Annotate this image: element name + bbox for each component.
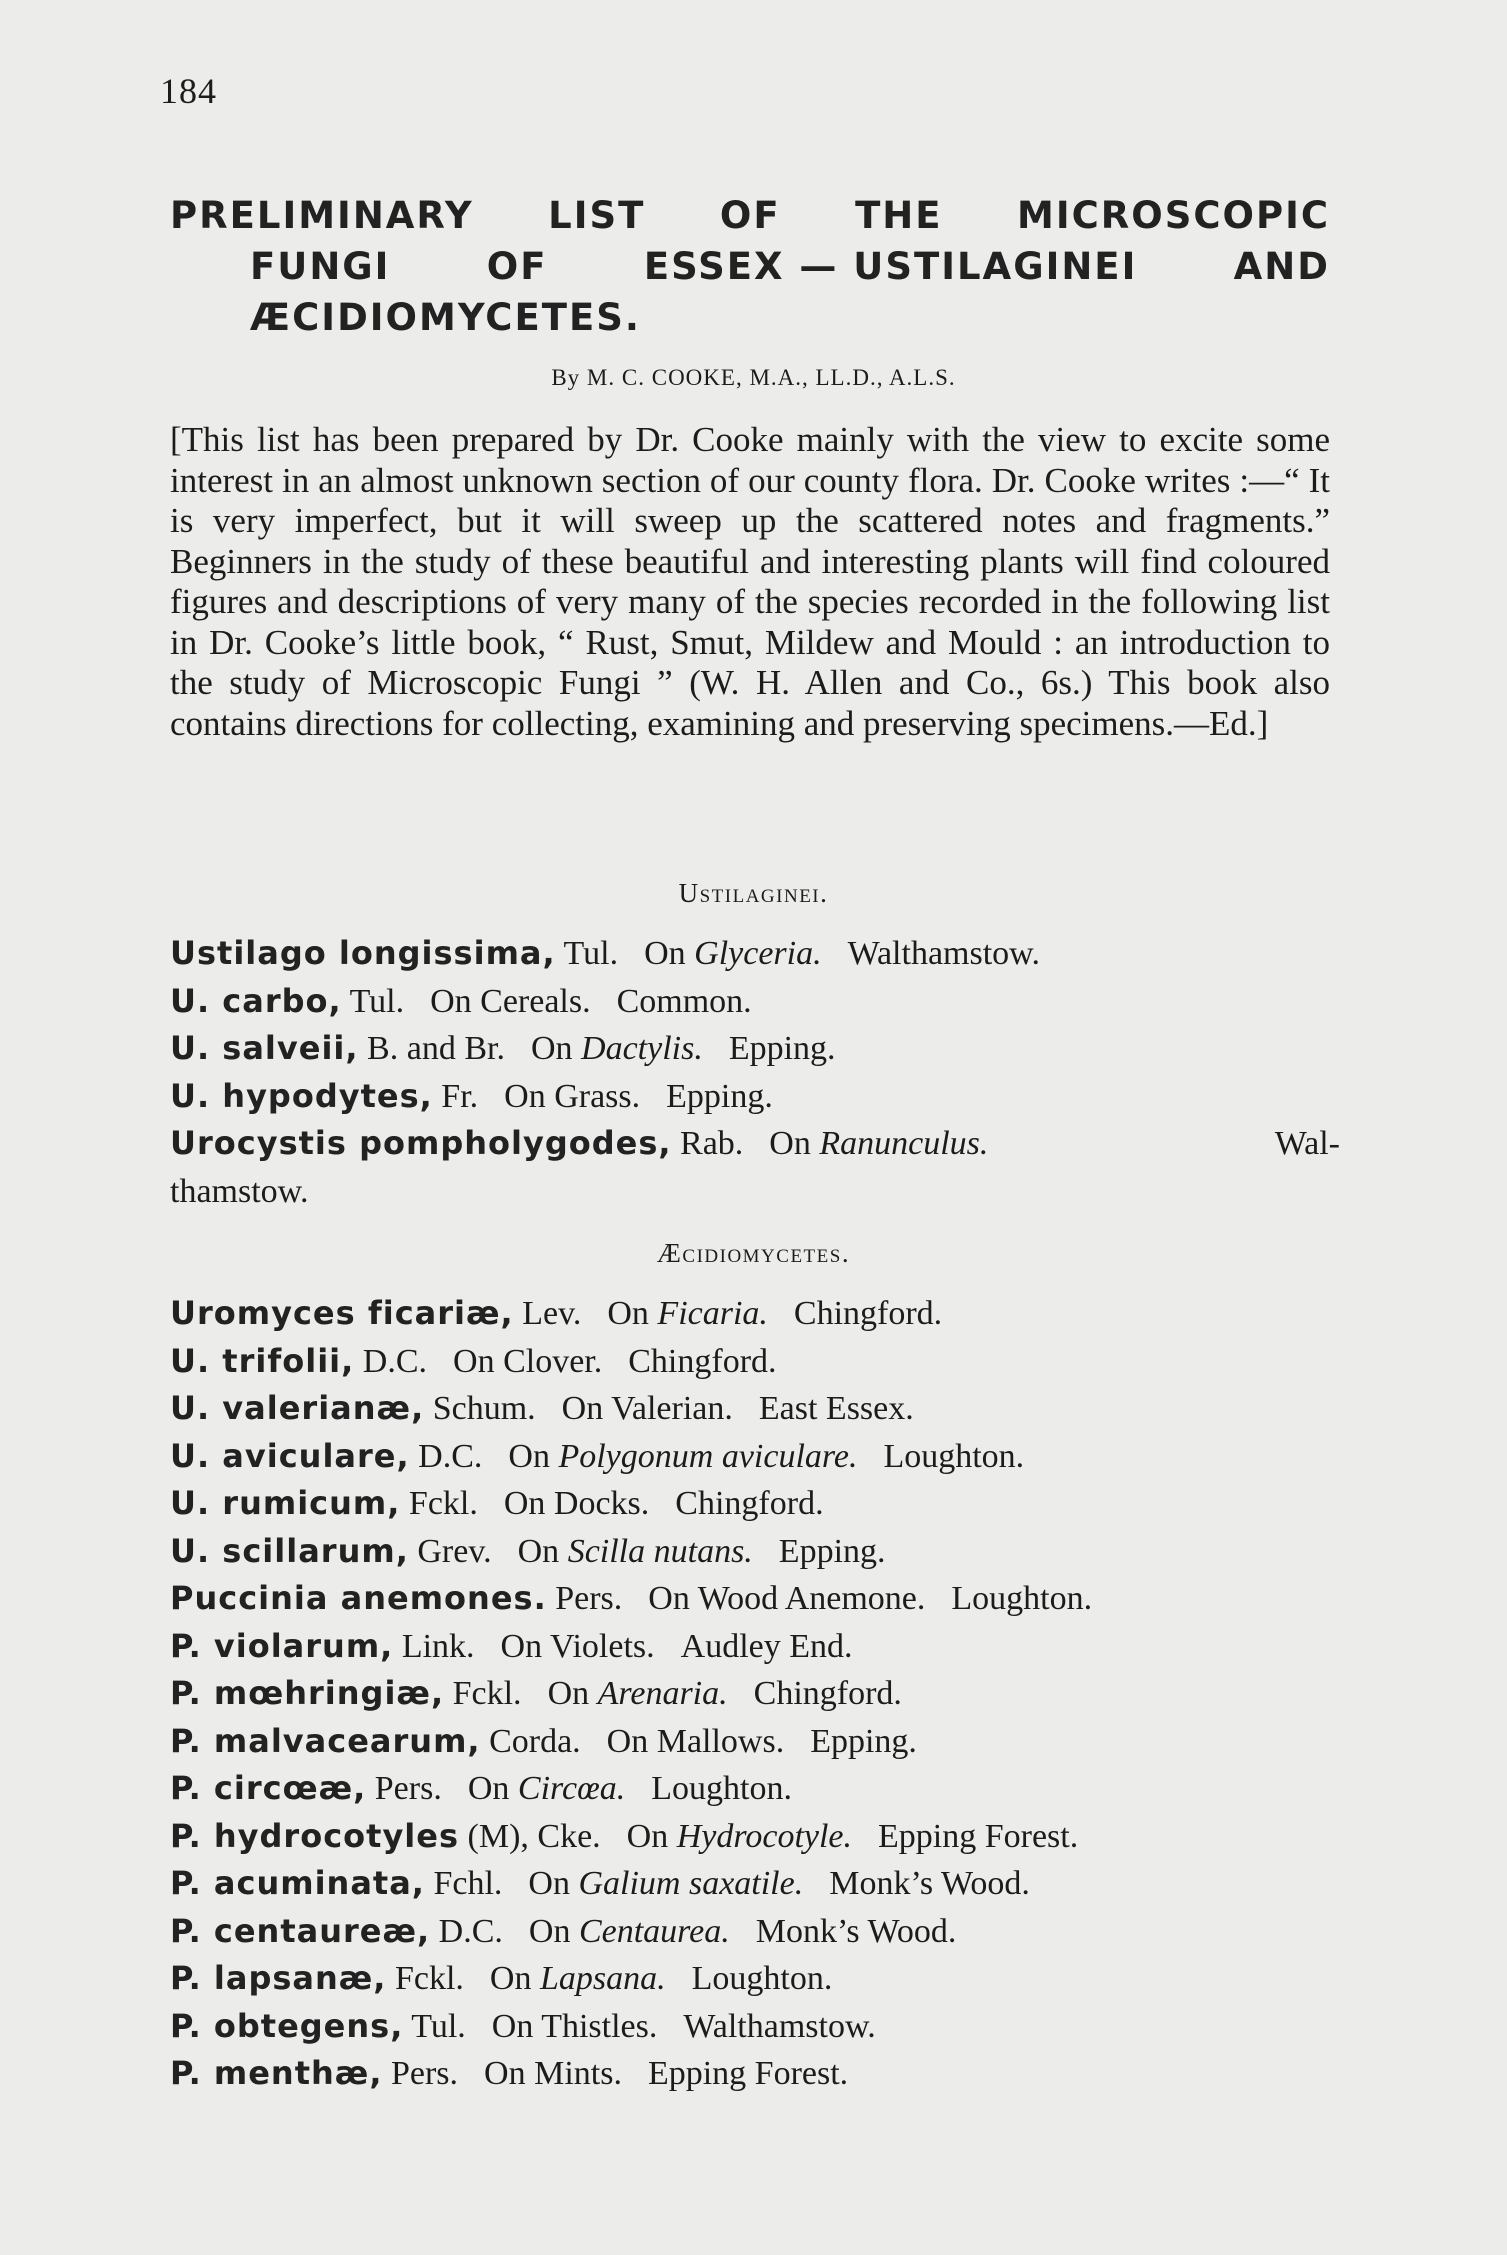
locality: Epping. bbox=[810, 1722, 917, 1760]
entry-main bbox=[170, 1438, 883, 1475]
entry-main bbox=[170, 1343, 628, 1380]
locality: Monk’s Wood. bbox=[755, 1912, 957, 1950]
list-item bbox=[170, 1670, 1340, 1718]
species-name: P. obtegens, bbox=[170, 2006, 404, 2045]
species-author: Tul. bbox=[349, 982, 405, 1020]
species-name: U. scillarum, bbox=[170, 1531, 409, 1570]
species-author: Lev. bbox=[522, 1295, 582, 1332]
list-item bbox=[170, 1955, 1340, 2003]
title-word: LIST bbox=[548, 194, 646, 237]
list-item bbox=[170, 1575, 1340, 1623]
locality: Chingford. bbox=[628, 1342, 777, 1380]
entry-main bbox=[170, 2055, 648, 2092]
locality: Chingford. bbox=[753, 1675, 902, 1712]
title-line-3: ÆCIDIOMYCETES. bbox=[250, 296, 641, 339]
list-item bbox=[170, 1528, 1340, 1576]
host-plant: On Hydrocotyle. bbox=[626, 1817, 853, 1855]
locality: Audley End. bbox=[680, 1627, 853, 1665]
locality: Loughton. bbox=[691, 1960, 833, 1997]
host-plant-italic: Dactylis. bbox=[581, 1030, 703, 1067]
list-item bbox=[170, 1908, 1340, 1956]
list-item bbox=[170, 1433, 1340, 1481]
list-item bbox=[170, 1718, 1340, 1766]
host-plant-italic: Circœa. bbox=[517, 1770, 626, 1807]
species-author: Schum. bbox=[432, 1390, 536, 1427]
host-plant: On Grass. bbox=[504, 1077, 641, 1115]
species-author: Fr. bbox=[441, 1077, 479, 1115]
entry-main bbox=[170, 1533, 779, 1570]
species-name: U. salveii, bbox=[170, 1029, 359, 1067]
locality: Epping. bbox=[666, 1077, 773, 1115]
host-plant-italic: Centaurea. bbox=[578, 1912, 730, 1950]
locality-continuation: thamstow. bbox=[170, 1172, 309, 1210]
species-name: U. aviculare, bbox=[170, 1436, 410, 1475]
title-word: PRELIMINARY bbox=[170, 194, 474, 237]
locality: Loughton. bbox=[883, 1437, 1025, 1475]
species-author: Fckl. bbox=[408, 1485, 478, 1522]
species-author: Corda. bbox=[489, 1722, 581, 1760]
species-author: Tul. bbox=[411, 2007, 466, 2045]
locality: Chingford. bbox=[793, 1295, 943, 1332]
species-name: Uromyces ficariæ, bbox=[170, 1294, 514, 1332]
list-item bbox=[170, 1120, 1340, 1168]
species-author: Fckl. bbox=[394, 1960, 464, 1997]
species-author: D.C. bbox=[438, 1912, 503, 1950]
entry-main bbox=[170, 1770, 651, 1807]
host-plant-italic: Lapsana. bbox=[539, 1960, 666, 1997]
list-item bbox=[170, 2003, 1340, 2051]
host-plant: On Centaurea. bbox=[528, 1912, 730, 1950]
host-plant: On Mints. bbox=[484, 2055, 622, 2092]
author-byline: By M. C. COOKE, M.A., LL.D., A.L.S. bbox=[551, 365, 956, 390]
entry-main bbox=[170, 1580, 951, 1617]
title-word: AND bbox=[1233, 245, 1330, 288]
species-author: Pers. bbox=[555, 1580, 623, 1617]
species-list-aecidiomycetes bbox=[170, 1290, 1340, 2098]
host-plant-italic: Glyceria. bbox=[694, 935, 822, 972]
list-item bbox=[170, 978, 1340, 1026]
entry-main bbox=[170, 1913, 756, 1950]
entry-main bbox=[170, 1295, 794, 1332]
list-item bbox=[170, 1385, 1340, 1433]
section-heading-ustilaginei: Ustilaginei. bbox=[678, 878, 829, 908]
species-name: P. centaureæ, bbox=[170, 1911, 431, 1950]
species-author: Link. bbox=[401, 1627, 475, 1665]
locality: Loughton. bbox=[651, 1770, 792, 1807]
host-plant: On Cereals. bbox=[430, 982, 591, 1020]
host-plant: On Ranunculus. bbox=[769, 1125, 989, 1162]
host-plant: On Wood Anemone. bbox=[648, 1580, 926, 1617]
host-plant: On Violets. bbox=[500, 1627, 655, 1665]
title-line-2 bbox=[170, 241, 1330, 292]
species-name: U. carbo, bbox=[170, 981, 342, 1020]
title-word: OF bbox=[486, 245, 548, 288]
host-plant-italic: Arenaria. bbox=[597, 1675, 728, 1712]
locality: East Essex. bbox=[758, 1390, 914, 1427]
locality: Epping. bbox=[778, 1532, 886, 1570]
title-word: ESSEX — USTILAGINEI bbox=[643, 245, 1138, 288]
host-plant-italic: Scilla nutans. bbox=[567, 1532, 753, 1570]
entry-main bbox=[170, 1723, 810, 1760]
locality: Loughton. bbox=[951, 1580, 1093, 1617]
list-item bbox=[170, 1860, 1340, 1908]
species-name: P. circœæ, bbox=[170, 1769, 367, 1807]
locality: Wal- bbox=[1274, 1125, 1340, 1162]
species-author: D.C. bbox=[418, 1437, 483, 1475]
locality: Common. bbox=[616, 982, 752, 1020]
host-plant-italic: Polygonum aviculare. bbox=[558, 1437, 858, 1475]
entry-main bbox=[170, 1078, 666, 1115]
title-word: FUNGI bbox=[250, 245, 391, 288]
section-heading-aecidiomycetes: Æcidiomycetes. bbox=[656, 1238, 851, 1268]
title-word: MICROSCOPIC bbox=[1017, 194, 1330, 237]
list-item bbox=[170, 1623, 1340, 1671]
list-item bbox=[170, 1765, 1340, 1813]
species-name: P. malvacearum, bbox=[170, 1721, 481, 1760]
species-author: Pers. bbox=[374, 1770, 442, 1807]
entry-main bbox=[170, 935, 848, 972]
entry-main bbox=[170, 1865, 829, 1902]
list-item bbox=[170, 1025, 1340, 1073]
species-author: Pers. bbox=[390, 2055, 459, 2092]
host-plant: On Glyceria. bbox=[644, 935, 822, 972]
list-item bbox=[170, 2050, 1340, 2098]
locality: Epping Forest. bbox=[878, 1817, 1079, 1855]
species-name: Puccinia anemones. bbox=[170, 1579, 547, 1617]
locality: Epping Forest. bbox=[647, 2055, 849, 2092]
host-plant-italic: Ficaria. bbox=[657, 1295, 768, 1332]
species-name: Ustilago longissima, bbox=[170, 934, 556, 972]
host-plant: On Dactylis. bbox=[530, 1030, 703, 1067]
list-item bbox=[170, 1073, 1340, 1121]
entry-main bbox=[170, 1628, 681, 1665]
species-name: P. mœhringiæ, bbox=[170, 1674, 445, 1712]
species-name: P. lapsanæ, bbox=[170, 1959, 387, 1997]
host-plant-italic: Galium saxatile. bbox=[578, 1865, 804, 1902]
entry-main bbox=[170, 1030, 729, 1067]
article-title bbox=[170, 190, 1330, 343]
host-plant: On Circœa. bbox=[467, 1770, 626, 1807]
host-plant: On Ficaria. bbox=[607, 1295, 768, 1332]
page-number: 184 bbox=[160, 71, 217, 111]
host-plant: On Lapsana. bbox=[489, 1960, 666, 1997]
host-plant: On Clover. bbox=[453, 1342, 603, 1380]
species-list-ustilaginei bbox=[170, 930, 1340, 1215]
species-name: U. trifolii, bbox=[170, 1341, 355, 1380]
entry-main bbox=[170, 1675, 754, 1712]
species-author: Fchl. bbox=[433, 1865, 503, 1902]
species-name: P. acuminata, bbox=[170, 1864, 425, 1902]
host-plant: On Valerian. bbox=[561, 1390, 733, 1427]
host-plant-italic: Ranunculus. bbox=[819, 1125, 989, 1162]
list-item bbox=[170, 1290, 1340, 1338]
host-plant-italic: Hydrocotyle. bbox=[676, 1817, 853, 1855]
title-word: OF bbox=[719, 194, 781, 237]
editorial-note: [This list has been prepared by Dr. Cooke mainly with the view to excite some interest in an almost unknown section of our county flora. Dr. Cooke writes :—“ It is very imperfect, but it will sweep up the scattered notes and fragments.” Beginners in the study of these beautiful and interesting plants will find coloured figures and descriptions of very many of the species recorded in the following list in Dr. Cooke’s little book, “ Rust, Smut, Mildew and Mould : an introduction to the study of Microscopic Fungi ” (W. H. Allen and Co., 6s.) This book also contains directions for collecting, examining and preserving specimens.—Ed.] bbox=[170, 420, 1330, 743]
host-plant: On Thistles. bbox=[491, 2007, 658, 2045]
species-author: Fckl. bbox=[452, 1675, 522, 1712]
species-author: Tul. bbox=[563, 935, 619, 972]
species-author: D.C. bbox=[362, 1342, 428, 1380]
species-author: (M), Cke. bbox=[467, 1817, 601, 1855]
locality: Walthamstow. bbox=[683, 2007, 876, 2045]
host-plant: On Polygonum aviculare. bbox=[508, 1437, 858, 1475]
entry-main bbox=[170, 2008, 683, 2045]
species-name: U. rumicum, bbox=[170, 1484, 401, 1522]
entry-main bbox=[170, 1390, 759, 1427]
entry-main bbox=[170, 983, 617, 1020]
title-line-1 bbox=[170, 190, 1330, 241]
list-item bbox=[170, 1480, 1340, 1528]
species-name: Urocystis pompholygodes, bbox=[170, 1124, 672, 1162]
species-name: U. valerianæ, bbox=[170, 1389, 425, 1427]
species-author: Rab. bbox=[680, 1125, 744, 1162]
title-word: THE bbox=[855, 194, 943, 237]
host-plant: On Scilla nutans. bbox=[517, 1532, 753, 1570]
species-name: P. menthæ, bbox=[170, 2054, 383, 2092]
locality: Monk’s Wood. bbox=[829, 1865, 1030, 1902]
list-item bbox=[170, 1338, 1340, 1386]
entry-main bbox=[170, 1120, 1014, 1168]
host-plant: On Docks. bbox=[503, 1485, 650, 1522]
list-item bbox=[170, 930, 1340, 978]
locality: Chingford. bbox=[675, 1485, 824, 1522]
locality: Epping. bbox=[728, 1030, 836, 1067]
species-name: P. hydrocotyles bbox=[170, 1816, 460, 1855]
host-plant: On Galium saxatile. bbox=[528, 1865, 804, 1902]
locality: Walthamstow. bbox=[847, 935, 1041, 972]
list-item bbox=[170, 1813, 1340, 1861]
species-name: P. violarum, bbox=[170, 1626, 394, 1665]
host-plant: On Mallows. bbox=[606, 1722, 785, 1760]
species-author: Grev. bbox=[417, 1532, 492, 1570]
entry-main bbox=[170, 1485, 675, 1522]
entry-main bbox=[170, 1960, 692, 1997]
species-author: B. and Br. bbox=[367, 1030, 505, 1067]
entry-main bbox=[170, 1818, 878, 1855]
species-name: U. hypodytes, bbox=[170, 1076, 433, 1115]
host-plant: On Arenaria. bbox=[547, 1675, 728, 1712]
